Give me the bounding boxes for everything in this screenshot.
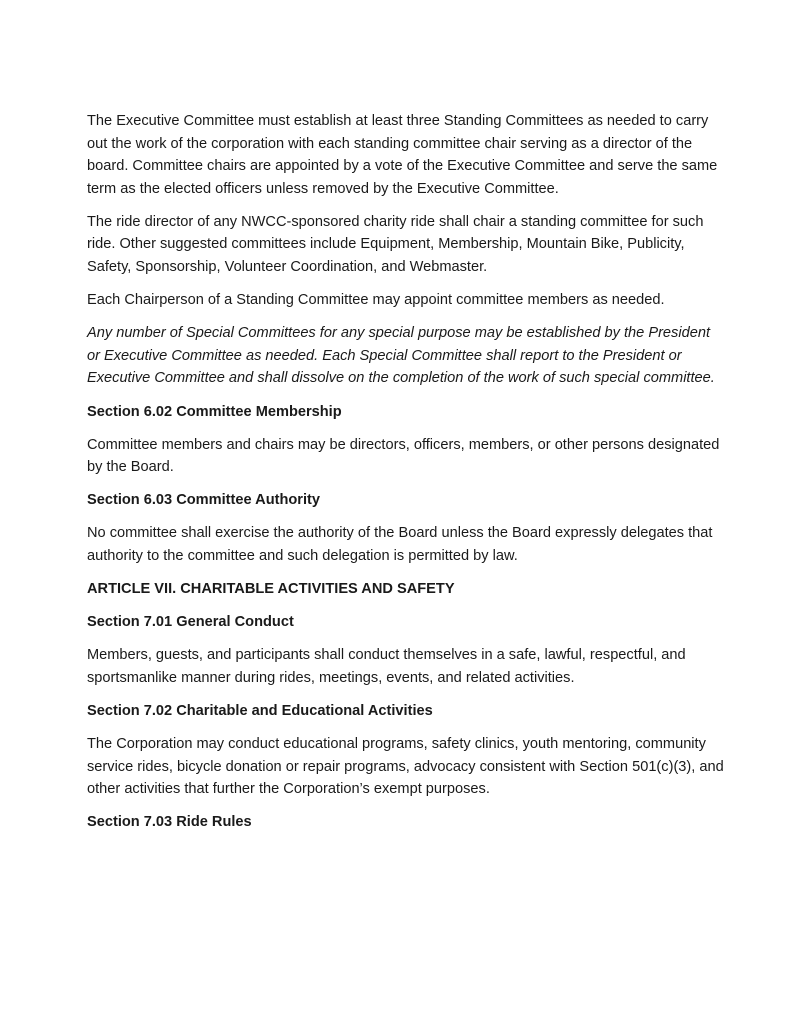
paragraph-committee-authority: No committee shall exercise the authority of the Board unless the Board expressly delegates that authority to the committee and such delegation is permitted by law. [87, 525, 713, 564]
paragraph-general-conduct: Members, guests, and participants shall conduct themselves in a safe, lawful, respectful, and sportsmanlike manner during rides, meetings, events, and related activities. [87, 647, 686, 686]
paragraph-standing-committees: The Executive Committee must establish at least three Standing Committees as needed to carry out the work of the corporation with each standing committee chair serving as a director of the board. Committee chairs are appointed by a vote of the Executive Committee and serve the same term as the elected officers unless removed by the Executive Committee. [87, 113, 718, 197]
paragraph-charitable-activities: The Corporation may conduct educational programs, safety clinics, youth mentoring, community service rides, bicycle donation or repair programs, advocacy consistent with Section 501(c)(3), and other activities that further the Corporation’s exempt purposes. [87, 736, 724, 798]
paragraph-special-committees: Any number of Special Committees for any special purpose may be established by the President or Executive Committee as needed. Each Special Committee shall report to the President or Executive Committee and shall dissolve on the completion of the work of such special committee. [87, 325, 715, 387]
paragraph-committee-membership: Committee members and chairs may be directors, officers, members, or other persons designated by the Board. [87, 436, 720, 476]
heading-section-6-03: Section 6.03 Committee Authority [87, 492, 321, 509]
document-page [87, 110, 727, 844]
paragraph-chairperson-appointments: Each Chairperson of a Standing Committee may appoint committee members as needed. [87, 292, 665, 309]
heading-section-7-02: Section 7.02 Charitable and Educational Activities [87, 702, 433, 719]
heading-article-vii: ARTICLE VII. CHARITABLE ACTIVITIES AND SAFETY [87, 581, 455, 598]
heading-section-7-03: Section 7.03 Ride Rules [87, 814, 252, 831]
heading-section-7-01: Section 7.01 General Conduct [87, 614, 294, 631]
heading-section-6-02: Section 6.02 Committee Membership [87, 403, 342, 420]
paragraph-ride-director: The ride director of any NWCC-sponsored charity ride shall chair a standing committee for such ride. Other suggested committees include Equipment, Membership, Mountain Bike, Publicity, Safety, Sponsorship, Volunteer Coordination, and Webmaster. [87, 213, 704, 276]
